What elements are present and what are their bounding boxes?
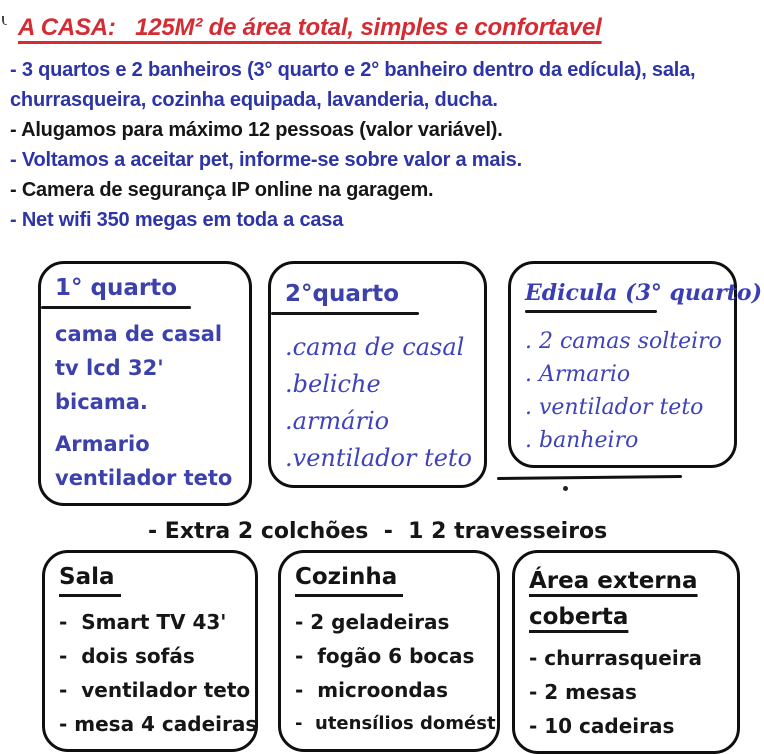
title-underline — [271, 312, 419, 315]
intro-line: - Alugamos para máximo 12 pessoas (valor variável). — [10, 119, 503, 141]
room-item: - 2 mesas — [529, 680, 637, 704]
room-box-title: Sala — [59, 563, 121, 597]
room-box-edicula — [508, 261, 763, 468]
intro-line: churrasqueira, cozinha equipada, lavanderia, ducha. — [10, 89, 498, 111]
room-box-title: 2°quarto — [285, 281, 400, 307]
room-box-cozinha — [278, 550, 500, 752]
scan-corner-artifact — [2, 16, 7, 25]
bedrooms-row — [38, 261, 764, 506]
room-item: cama de casal — [55, 322, 223, 346]
room-box-title: Área externa coberta — [529, 568, 698, 630]
room-item: Armario — [55, 432, 150, 456]
title-underline — [525, 310, 657, 313]
room-item: . ventilador teto — [525, 395, 704, 420]
room-item: .armário — [285, 407, 390, 435]
room-item: .cama de casal — [285, 333, 465, 361]
room-item: - 10 cadeiras — [529, 714, 675, 738]
room-box-sala — [42, 550, 258, 752]
intro-section — [10, 55, 764, 235]
room-item: .ventilador teto — [285, 444, 473, 472]
room-box-title: Edicula (3° quarto) — [525, 280, 763, 306]
room-item: tv lcd 32' — [55, 356, 164, 380]
room-item: - Smart TV 43' — [59, 610, 227, 634]
room-item: - microondas — [295, 678, 449, 702]
room-item: - 2 geladeiras — [295, 610, 450, 634]
intro-line: - Net wifi 350 megas em toda a casa — [10, 209, 344, 231]
room-box-area-externa — [512, 550, 740, 754]
room-item: . banheiro — [525, 428, 639, 453]
room-item: - utensílios domést — [295, 713, 496, 734]
intro-line: - Voltamos a aceitar pet, informe-se sobre valor a mais. — [10, 149, 522, 171]
room-item: - mesa 4 cadeiras — [59, 712, 258, 736]
intro-line: - Camera de segurança IP online na garagem. — [10, 179, 434, 201]
room-box-title: 1° quarto — [55, 275, 178, 301]
room-box-title: Cozinha — [295, 563, 403, 597]
room-item: - ventilador teto — [59, 678, 251, 702]
room-box-quarto-2 — [268, 261, 487, 488]
room-item: bicama. — [55, 390, 148, 414]
house-info-sheet — [0, 14, 764, 738]
page-title: A CASA: 125M² de área total, simples e confortavel — [18, 14, 602, 41]
room-item: - fogão 6 bocas — [295, 644, 475, 668]
room-item: .beliche — [285, 370, 381, 398]
common-areas-row — [42, 550, 764, 754]
title-underline — [41, 306, 191, 309]
room-item: . Armario — [525, 362, 631, 387]
room-item: - dois sofás — [59, 644, 195, 668]
room-item: - churrasqueira — [529, 646, 703, 670]
room-item: ventilador teto — [55, 466, 233, 490]
room-item: . 2 camas solteiro — [525, 329, 722, 354]
extra-bedding-note: - Extra 2 colchões - 1 2 travesseiros — [148, 519, 608, 544]
intro-line: - 3 quartos e 2 banheiros (3° quarto e 2° banheiro dentro da edícula), sala, — [10, 59, 696, 81]
room-box-quarto-1 — [38, 261, 252, 506]
